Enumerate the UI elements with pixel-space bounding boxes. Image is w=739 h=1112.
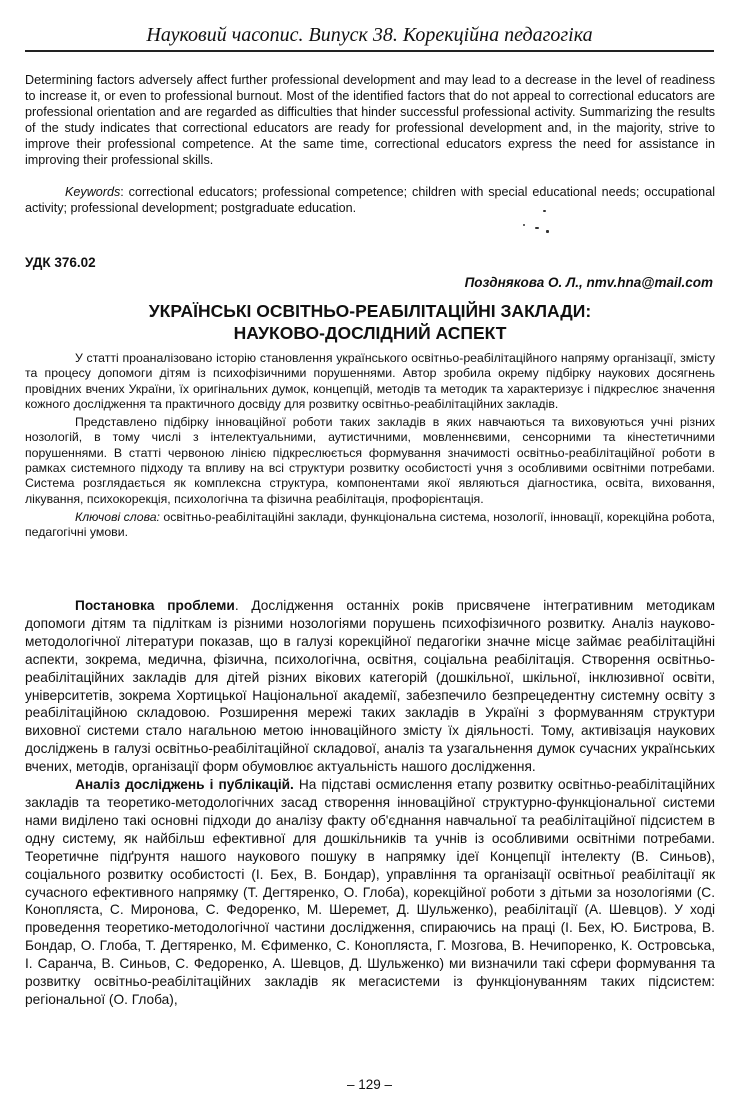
english-keywords-text: : correctional educators; professional competence; children with special educational needs; occupational activity; professional development; postgraduate education. xyxy=(25,185,715,216)
section-text-problem-statement: . Дослідження останніх років присвячене інтегративним методикам допомоги дітям та підліткам із різними нозологіями порушень психофізичного розвитку. Аналіз науково-методологічної літератури показав, що в галузі корекційної педагогіки значне місце займає реабілітаційні аспекти, зокрема, медична, фізична, психологічна, освітня, соціальна реабілітація. Створення освітньо-реабілітаційних закладів для дітей різних вікових категорій (дошкільної, шкільної, інклюзивної освіти, університетів, зокрема Хортицької Національної академії, забезпечило безпрецедентну системну освіту з реабілітаційною складовою. Розширення мережі таких закладів в Україні з формуванням структури виховної системи стало нагальною метою інноваційного змісту їх діяльності. Тому, активізація наукових досліджень в галузі освітньо-реабілітаційної складової, аналіз та узагальнення думок сучасних українських вчених, методів, організації форм обумовлює актуальність нашого дослідження. xyxy=(25,598,716,775)
author-line: Позднякова О. Л., nmv.hna@mail.com xyxy=(464,275,713,290)
english-keywords-label: Keywords xyxy=(65,185,121,199)
ukrainian-keywords xyxy=(25,510,715,541)
english-abstract: Determining factors adversely affect further professional development and may lead to a decrease in the level of readiness to increase it, or even to professional burnout. Most of the identified factors that do not appeal to correctional educators are professional orientation and are regarded as difficulties that hinder successful professional activity. Summarizing the results of the study indicates that correctional educators are ready for professional development and, in the majority, strive to improve their professional competence. At the same time, correctional educators express the need for assistance in improving their professional skills. xyxy=(25,73,715,168)
ukrainian-abstract-paragraph-1: У статті проаналізовано історію становлення українського освітньо-реабілітаційного напряму організації, змісту та процесу допомоги дітям із психофізичними порушеннями. Автор зробила окрему підбірку наукових досягнень провідних вчених України, їх оригінальних думок, концепцій, методів та методик та характеризує і підкреслює значення кожного дослідження та практичного досвіду для розвитку освітньо-реабілітаційних закладів. xyxy=(25,351,715,411)
article-title xyxy=(25,300,715,344)
udk-code: УДК 376.02 xyxy=(25,255,96,270)
ukrainian-keywords-label: Ключові слова: xyxy=(75,509,160,524)
article-title-line-2: НАУКОВО-ДОСЛІДНИЙ АСПЕКТ xyxy=(233,323,507,343)
section-text-literature-analysis: На підставі осмислення етапу розвитку освітньо-реабілітаційних закладів та теоретико-методологічних засад створення інноваційної структурно-функціональної системи нами виділено такі основні підходи до аналізу факту об'єднання навчальної та реабілітаційної підсистем в одну систему, як найбільш ефективної для дошкільників та учнів із особливими освітніми потребами. Теоретичне підґрунтя нашого наукового пошуку в напрямку ідеї Концепції інтелекту (В. Синьов), соціального розвитку особистості (І. Бех, В. Бондар), управління та організації освітньої реабілітації як сучасного ефективного напрямку (Т. Дегтяренко, О. Глоба), корекційної роботи з дітьми за нозологіями (С. Конопляста, С. Миронова, С. Федоренко, М. Шеремет, Д. Шульженко), реабілітації (А. Шевцов). У ході проведення теоретико-методологічної частини дослідження, спираючись на праці (І. Бех, Ю. Бистрова, В. Бондар, О. Глоба, Т. Дегтяренко, М. Єфименко, С. Конопляста, Г. Мозгова, В. Нечипоренко, К. Островська, І. Саранча, В. Синьов, С. Федоренко, А. Шевцов, Д. Шульженко) ми визначили такі сфери формування та розвитку освітньо-реабілітаційних закладів як мегасистеми із функціонуванням таких підсистем: регіональної (О. Глоба), xyxy=(25,777,715,1007)
ukrainian-keywords-text: освітньо-реабілітаційні заклади, функціональна система, нозології, інновації, корекційна робота, педагогічні умови. xyxy=(25,509,715,540)
ukrainian-abstract xyxy=(25,351,715,541)
article-title-line-1: УКРАЇНСЬКІ ОСВІТНЬО-РЕАБІЛІТАЦІЙНІ ЗАКЛАДИ: xyxy=(148,301,592,321)
running-header: Науковий часопис. Випуск 38. Корекційна педагогіка xyxy=(25,22,714,52)
section-heading-literature-analysis: Аналіз досліджень і публікацій. xyxy=(75,777,294,793)
scan-specks xyxy=(515,210,555,240)
english-keywords xyxy=(25,184,715,216)
page-number: – 129 – xyxy=(346,1077,393,1092)
section-literature-analysis xyxy=(25,776,715,1009)
ukrainian-abstract-paragraph-2: Представлено підбірку інноваційної роботи таких закладів в яких навчаються та виховуються учні різних нозологій, в тому числі з інтелектуальними, аутистичними, мовленнєвими, сенсорними та кінестетичними порушеннями. В статті червоною лінією підкреслюється формування значимості освітньо-реабілітаційної роботи в рамках системного підходу та впливу на всі структури розвитку особистості учня з особливими освітніми потребами. Система розглядається як комплексна структура, компонентами якої являються діагностика, освіта, виховання, лікування, психокорекція, психологічна та фізична реабілітація, профорієнтація. xyxy=(25,415,715,506)
section-problem-statement xyxy=(25,597,715,776)
article-body xyxy=(25,597,715,1009)
section-heading-problem-statement: Постановка проблеми xyxy=(75,598,235,613)
